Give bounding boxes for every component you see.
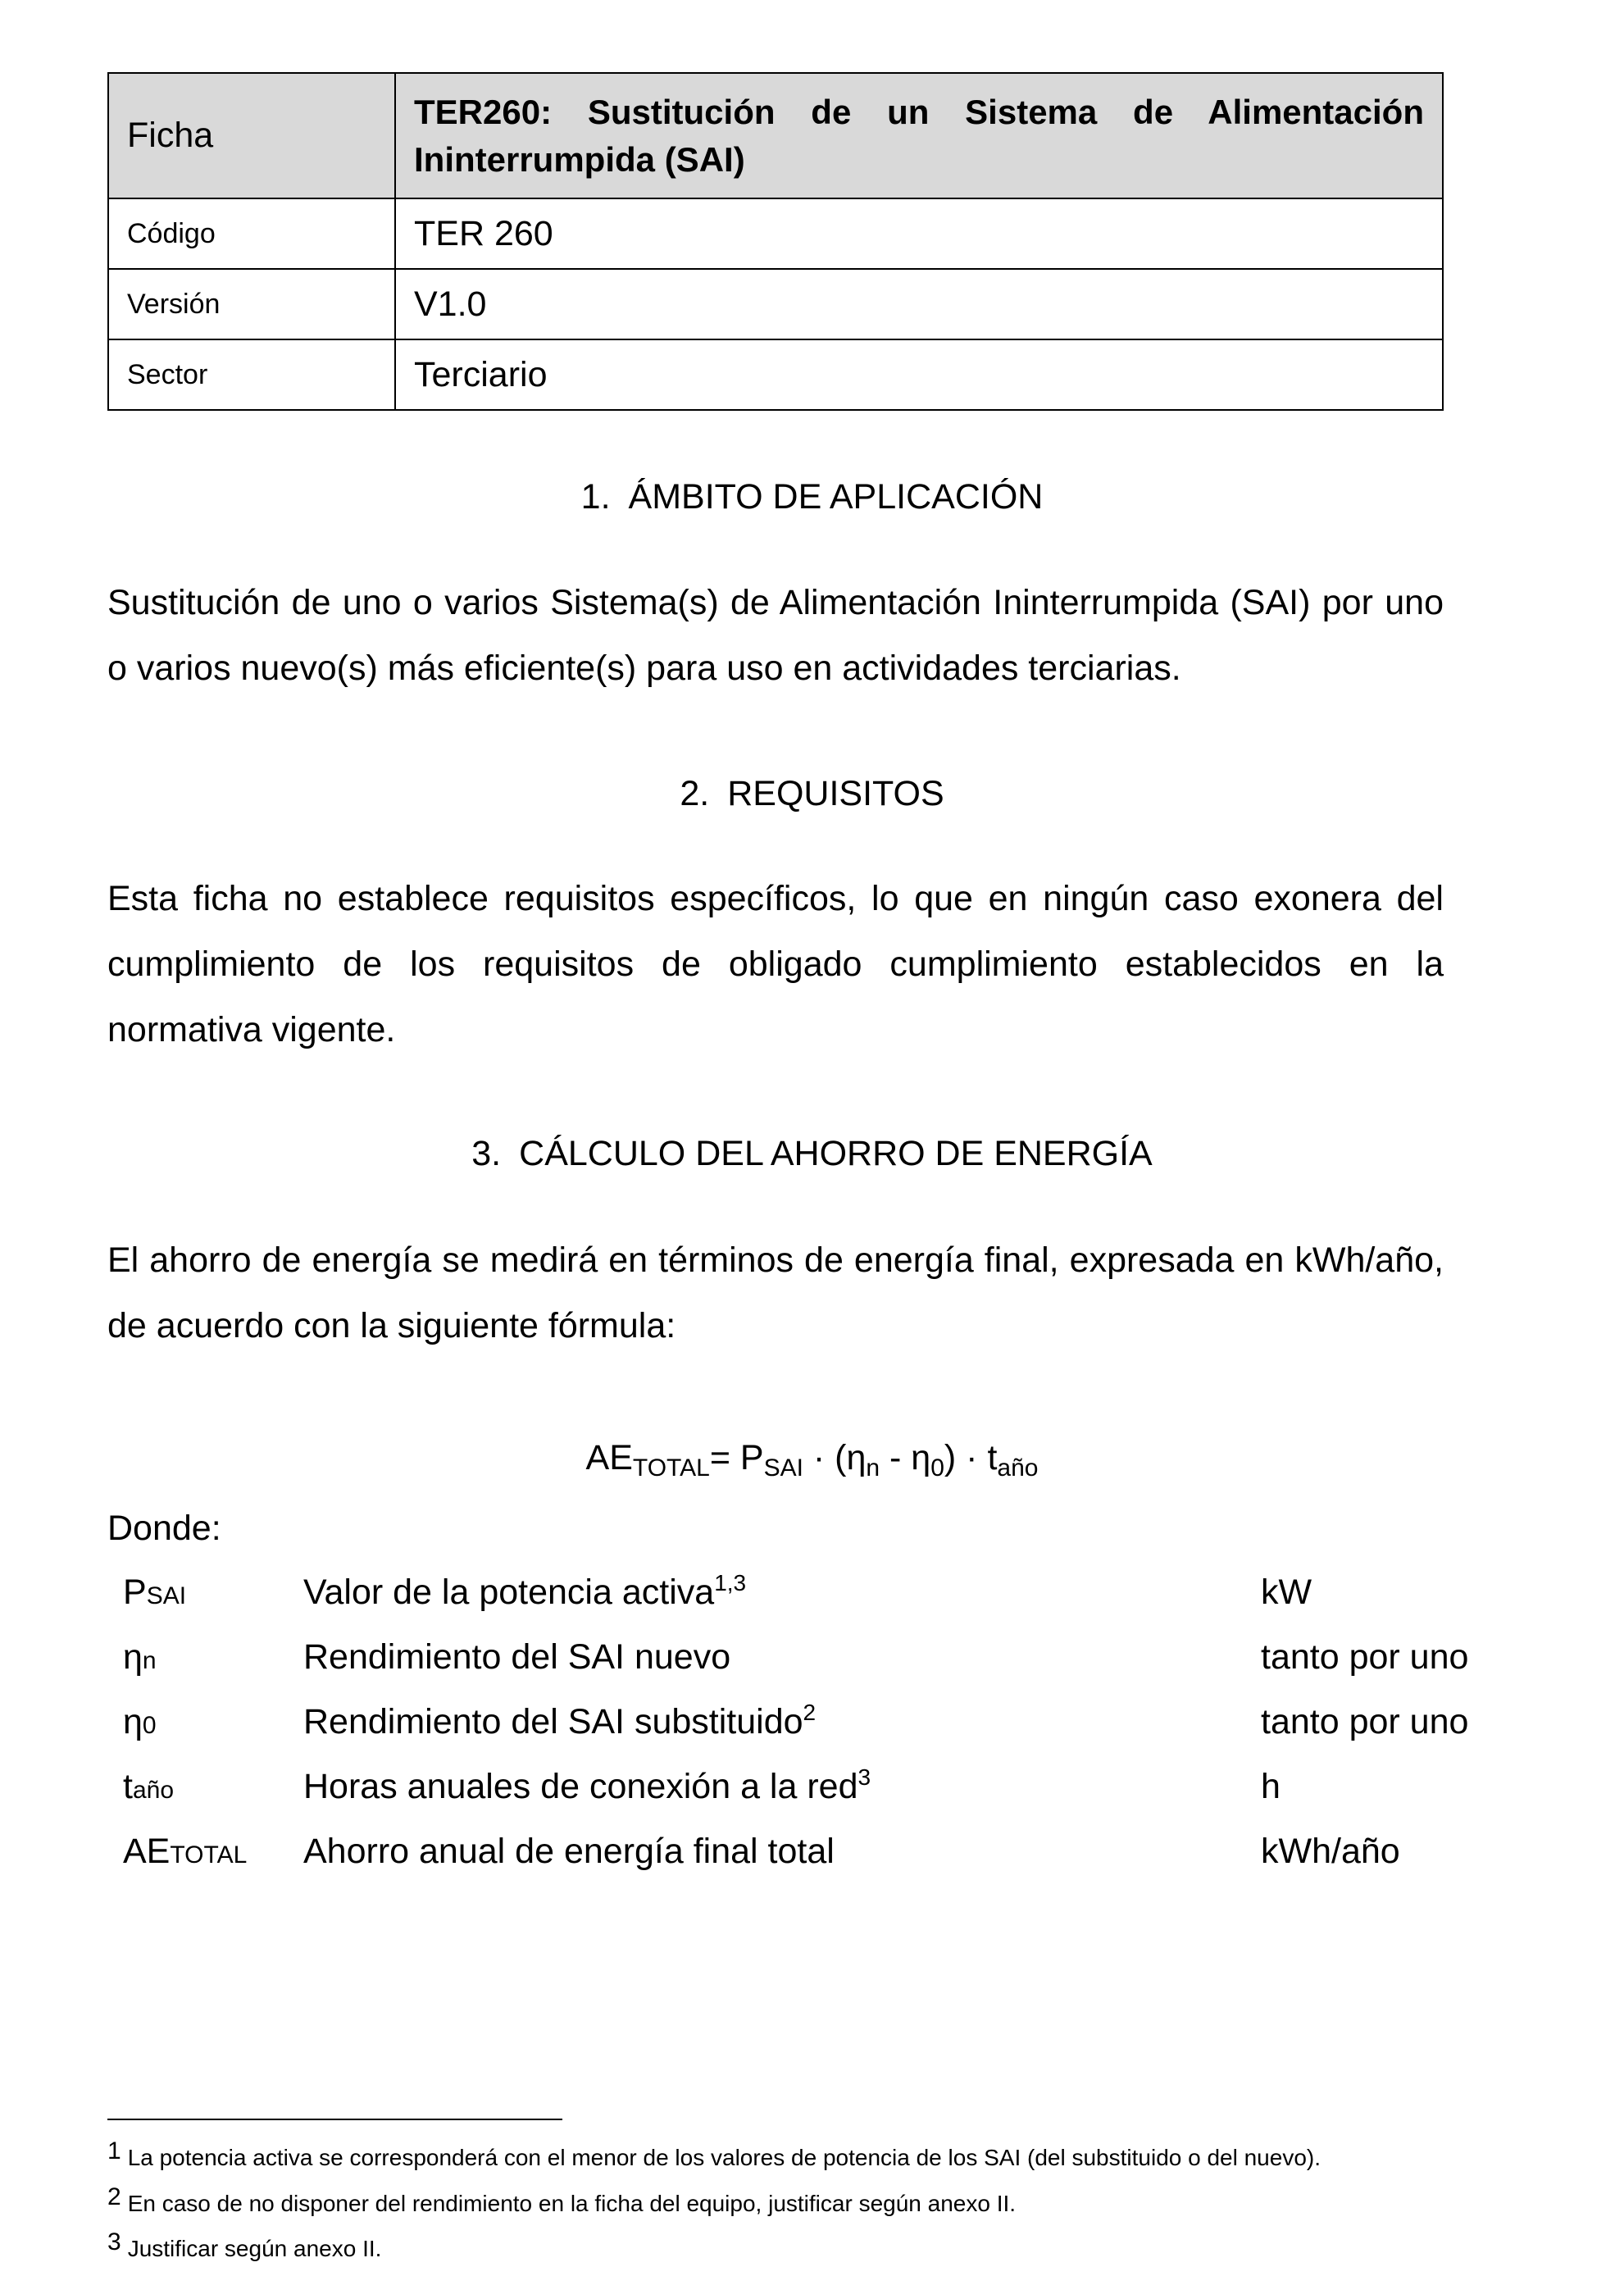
section-3-text: El ahorro de energía se medirá en términos de energía final, expresada en kWh/año, de acuerdo con la siguiente fórmula: (107, 1240, 1444, 1345)
formula-t: ) · t (944, 1438, 998, 1477)
symbol-main: t (123, 1767, 133, 1806)
description-text: Rendimiento del SAI nuevo (303, 1637, 731, 1677)
formula-eq-p: = P (709, 1438, 764, 1477)
variable-symbol (123, 1568, 186, 1621)
variable-symbol (123, 1827, 247, 1880)
energy-savings-formula (0, 1433, 1624, 1482)
footnote-number: 1 (107, 2137, 121, 2164)
section-title: REQUISITOS (727, 774, 944, 813)
footnote-number: 2 (107, 2183, 121, 2210)
formula-0-sub: 0 (930, 1454, 944, 1482)
codigo-label: Código (108, 198, 395, 269)
section-number: 3. (471, 1134, 502, 1173)
section-title: ÁMBITO DE APLICACIÓN (628, 477, 1044, 517)
info-table (107, 72, 1444, 411)
footnote-text: Justificar según anexo II. (127, 2236, 382, 2261)
variable-description (303, 1762, 871, 1811)
formula-ae-sub: TOTAL (632, 1454, 710, 1482)
section-1-heading (0, 476, 1624, 517)
variable-row (123, 1632, 1517, 1682)
symbol-main: η (123, 1702, 143, 1741)
table-row-ficha (108, 73, 1443, 198)
footnote-text: La potencia activa se corresponderá con el menor de los valores de potencia de los SAI (del substituido o del nuevo). (127, 2145, 1321, 2170)
ficha-label: Ficha (108, 73, 395, 198)
symbol-sub: n (142, 1647, 157, 1674)
description-text: Rendimiento del SAI substituido (303, 1702, 803, 1741)
donde-label: Donde: (107, 1509, 221, 1548)
variable-symbol (123, 1762, 174, 1815)
symbol-main: P (123, 1573, 147, 1612)
version-value: V1.0 (395, 269, 1443, 339)
footnote-1 (107, 2135, 1321, 2174)
variable-row (123, 1762, 1517, 1811)
variable-row (123, 1827, 1517, 1876)
description-text: Ahorro anual de energía final total (303, 1832, 835, 1871)
variable-row (123, 1568, 1517, 1617)
description-text: Horas anuales de conexión a la red (303, 1767, 858, 1806)
variable-unit: kWh/año (1261, 1832, 1400, 1871)
ficha-title: TER260: Sustitución de un Sistema de Alimentación Ininterrumpida (SAI) (395, 73, 1443, 198)
footnote-number: 3 (107, 2228, 121, 2256)
section-3-heading (0, 1133, 1624, 1174)
symbol-sub: SAI (146, 1582, 187, 1609)
variable-unit: kW (1261, 1573, 1312, 1612)
footnote-3 (107, 2226, 381, 2265)
table-row-codigo (108, 198, 1443, 269)
formula-eta-n: · (η (803, 1438, 867, 1477)
footnote-2 (107, 2181, 1016, 2220)
table-row-sector (108, 339, 1443, 410)
variable-description (303, 1697, 816, 1746)
formula-ae: AE (585, 1438, 633, 1477)
symbol-sub: año (132, 1777, 175, 1804)
variable-symbol (123, 1697, 157, 1750)
variable-unit: tanto por uno (1261, 1702, 1469, 1741)
section-number: 2. (680, 774, 710, 813)
footnote-separator (107, 2119, 562, 2120)
footnote-ref: 3 (857, 1764, 871, 1790)
variable-row (123, 1697, 1517, 1746)
section-title: CÁLCULO DEL AHORRO DE ENERGÍA (519, 1134, 1153, 1173)
footnote-text: En caso de no disponer del rendimiento en la ficha del equipo, justificar según anexo II. (127, 2191, 1017, 2216)
symbol-main: η (123, 1637, 143, 1677)
footnote-ref: 1,3 (714, 1570, 747, 1595)
symbol-main: AE (123, 1832, 171, 1871)
symbol-sub: 0 (142, 1712, 157, 1739)
symbol-sub: TOTAL (170, 1841, 248, 1869)
variable-unit: h (1261, 1767, 1281, 1806)
formula-p-sub: SAI (763, 1454, 803, 1482)
variable-description (303, 1827, 835, 1876)
sector-value: Terciario (395, 339, 1443, 410)
version-label: Versión (108, 269, 395, 339)
formula-n-sub: n (866, 1454, 880, 1482)
section-1-text: Sustitución de uno o varios Sistema(s) de Alimentación Ininterrumpida (SAI) por uno o varios nuevo(s) más eficiente(s) para uso en actividades terciarias. (107, 583, 1444, 688)
formula-t-sub: año (997, 1454, 1039, 1482)
variable-unit: tanto por uno (1261, 1637, 1469, 1677)
section-2-text: Esta ficha no establece requisitos específicos, lo que en ningún caso exonera del cumplimiento de los requisitos de obligado cumplimiento establecidos en la normativa vigente. (107, 879, 1444, 1049)
variable-description (303, 1568, 746, 1617)
table-row-version (108, 269, 1443, 339)
formula-eta-0: - η (880, 1438, 931, 1477)
variable-description (303, 1632, 730, 1682)
section-2-heading (0, 773, 1624, 814)
sector-label: Sector (108, 339, 395, 410)
codigo-value: TER 260 (395, 198, 1443, 269)
variable-symbol (123, 1632, 157, 1686)
footnote-ref: 2 (803, 1700, 817, 1725)
section-number: 1. (580, 477, 611, 517)
description-text: Valor de la potencia activa (303, 1573, 715, 1612)
